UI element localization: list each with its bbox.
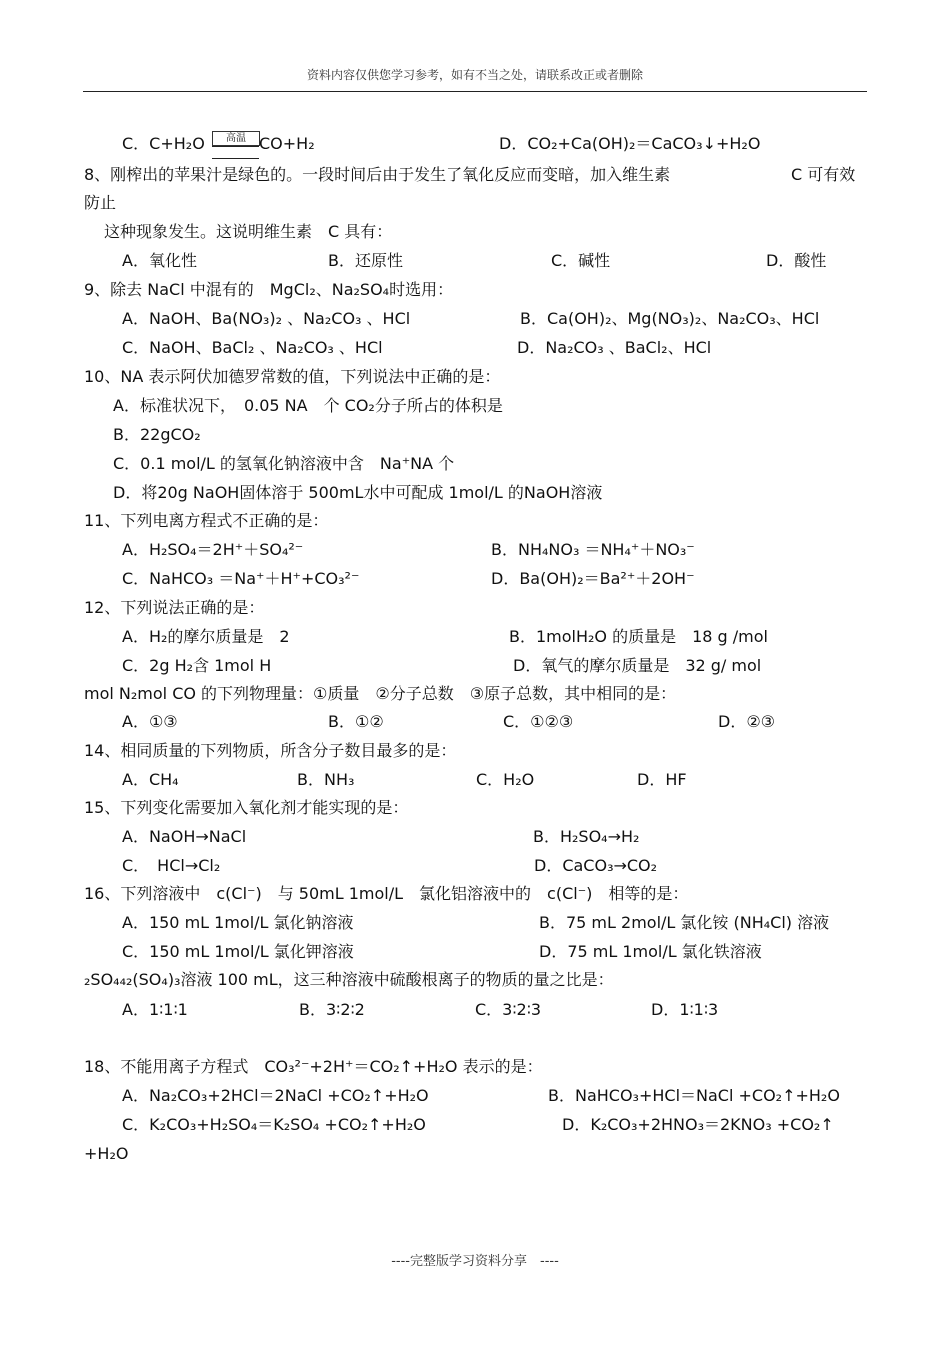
text-line: A．1∶1∶1: [122, 1000, 188, 1019]
text-line: 18、不能用离子方程式 CO₃²⁻+2H⁺＝CO₂↑+H₂O 表示的是：: [84, 1057, 543, 1076]
text-line: 15、下列变化需要加入氧化剂才能实现的是：: [84, 798, 409, 817]
text-line: 12、下列说法正确的是：: [84, 598, 265, 617]
reaction-condition-line: [212, 146, 259, 147]
text-line: +H₂O: [84, 1144, 129, 1163]
text-line: B．NH₄NO₃ ＝NH₄⁺＋NO₃⁻: [491, 540, 695, 559]
text-line: CO+H₂: [259, 134, 315, 153]
text-line: A．NaOH、Ba(NO₃)₂ 、Na₂CO₃ 、HCl: [122, 309, 411, 328]
text-line: D．Ba(OH)₂＝Ba²⁺＋2OH⁻: [491, 569, 695, 588]
text-line: B．还原性: [328, 251, 403, 270]
text-line: C．①②③: [503, 712, 574, 731]
text-line: D．将20g NaOH固体溶于 500mL水中可配成 1mol/L 的NaOH溶液: [113, 483, 603, 502]
text-line: B．3∶2∶2: [299, 1000, 365, 1019]
text-line: D．HF: [637, 770, 687, 789]
text-line: B．①②: [328, 712, 384, 731]
reaction-condition-label: 高温: [212, 131, 260, 146]
text-line: C．3∶2∶3: [475, 1000, 542, 1019]
text-line: 14、相同质量的下列物质，所含分子数目最多的是：: [84, 741, 457, 760]
text-line: C．0.1 mol/L 的氢氧化钠溶液中含 Na⁺NA 个: [113, 454, 455, 473]
text-line: D．1∶1∶3: [651, 1000, 719, 1019]
text-line: D．酸性: [766, 251, 827, 270]
text-line: C．NaHCO₃ ＝Na⁺＋H⁺+CO₃²⁻: [122, 569, 360, 588]
text-line: C．NaOH、BaCl₂ 、Na₂CO₃ 、HCl: [122, 338, 383, 357]
text-line: D．K₂CO₃+2HNO₃＝2KNO₃ +CO₂↑: [562, 1115, 834, 1134]
text-line: ₂SO₄₄₂(SO₄)₃溶液 100 mL，这三种溶液中硫酸根离子的物质的量之比是：: [84, 970, 614, 989]
text-line: 10、NA 表示阿伏加德罗常数的值，下列说法中正确的是：: [84, 367, 501, 386]
header-divider: [83, 91, 867, 92]
text-line: C．2g H₂含 1mol H: [122, 656, 272, 675]
text-line: C．碱性: [551, 251, 611, 270]
text-line: A．标准状况下， 0.05 NA 个 CO₂分子所占的体积是: [113, 396, 503, 415]
text-line: C 可有效: [791, 165, 856, 184]
text-line: B．75 mL 2mol/L 氯化铵 (NH₄Cl) 溶液: [539, 913, 830, 932]
text-line: A．氧化性: [122, 251, 197, 270]
text-line: D．CaCO₃→CO₂: [534, 856, 658, 875]
text-line: B．22gCO₂: [113, 425, 201, 444]
text-line: C．150 mL 1mol/L 氯化钾溶液: [122, 942, 354, 961]
text-line: D．Na₂CO₃ 、BaCl₂、HCl: [517, 338, 712, 357]
text-line: 防止: [84, 193, 117, 212]
text-line: B．H₂SO₄→H₂: [533, 827, 640, 846]
text-line: 11、下列电离方程式不正确的是：: [84, 511, 329, 530]
page-header: 资料内容仅供您学习参考，如有不当之处，请联系改正或者删除: [306, 68, 643, 82]
text-line: B．NaHCO₃+HCl＝NaCl +CO₂↑+H₂O: [548, 1086, 840, 1105]
text-line: A．NaOH→NaCl: [122, 827, 247, 846]
text-line: 16、下列溶液中 c(Cl⁻) 与 50mL 1mol/L 氯化铝溶液中的 c(Cl⁻) 相等的是：: [84, 884, 689, 903]
text-line: D．氧气的摩尔质量是 32 g/ mol: [513, 656, 762, 675]
text-line: B．NH₃: [297, 770, 355, 789]
text-line: D．②③: [718, 712, 776, 731]
text-line: 9、除去 NaCl 中混有的 MgCl₂、Na₂SO₄时选用：: [84, 280, 454, 299]
text-line: C．C+H₂O: [122, 134, 205, 153]
text-line: C． HCl→Cl₂: [122, 856, 221, 875]
text-line: B．Ca(OH)₂、Mg(NO₃)₂、Na₂CO₃、HCl: [520, 309, 820, 328]
text-line: A．H₂的摩尔质量是 2: [122, 627, 290, 646]
text-line: C．H₂O: [476, 770, 535, 789]
text-line: A．H₂SO₄＝2H⁺＋SO₄²⁻: [122, 540, 304, 559]
text-line: 8、刚榨出的苹果汁是绿色的。一段时间后由于发生了氧化反应而变暗，加入维生素: [84, 165, 671, 184]
text-line: B．1molH₂O 的质量是 18 g /mol: [509, 627, 769, 646]
text-line: D．75 mL 1mol/L 氯化铁溶液: [539, 942, 762, 961]
text-line: D．CO₂+Ca(OH)₂＝CaCO₃↓+H₂O: [499, 134, 761, 153]
reaction-condition-line: [212, 158, 259, 159]
text-line: 这种现象发生。这说明维生素 C 具有：: [104, 222, 393, 241]
text-line: C．K₂CO₃+H₂SO₄＝K₂SO₄ +CO₂↑+H₂O: [122, 1115, 426, 1134]
text-line: A．Na₂CO₃+2HCl＝2NaCl +CO₂↑+H₂O: [122, 1086, 429, 1105]
page-footer: ----完整版学习资料分享 ----: [391, 1254, 559, 1269]
text-line: A．CH₄: [122, 770, 179, 789]
text-line: mol N₂mol CO 的下列物理量：①质量 ②分子总数 ③原子总数，其中相同的是：: [84, 684, 677, 703]
text-line: A．150 mL 1mol/L 氯化钠溶液: [122, 913, 354, 932]
text-line: A．①③: [122, 712, 178, 731]
